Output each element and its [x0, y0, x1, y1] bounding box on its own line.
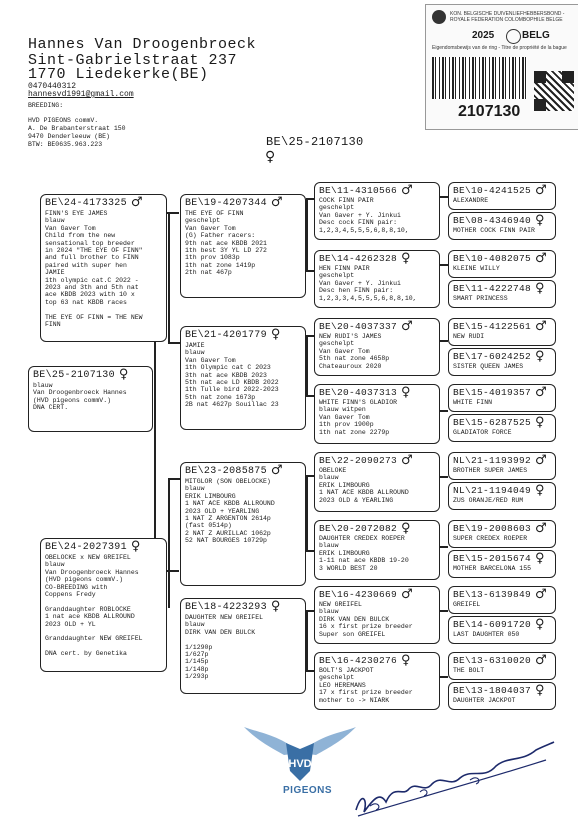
female-symbol: ♀ [535, 617, 545, 632]
female-symbol: ♀ [401, 653, 411, 668]
gen3-card-3[interactable] [314, 318, 440, 376]
country-seal-icon [506, 29, 521, 44]
gen4-card[interactable] [448, 520, 556, 548]
sticker-year: 2025 [472, 30, 495, 41]
barcode-icon [432, 57, 527, 99]
gen4-ring: BE\08-4346940 [453, 215, 532, 226]
signature [350, 740, 560, 820]
gen4-ring: NL\21-1194049 [453, 485, 532, 496]
mother-details: OBELOCKE x NEW GREIFEL blauw Van Droogenbroeck Hannes (HVD pigeons commV.) CO-BREEDING with Coppens Fredy Granddaughter ROBLOCKE 1 nat ace KBDB ALLROUND 2023 OLD + YL Granddaughter NEW GREIFEL DNA cert. by Genetika [45, 554, 143, 658]
female-symbol: ♀ [265, 149, 276, 165]
breeding-label: BREEDING: [28, 102, 64, 109]
owner-email[interactable]: hannesvd1991@gmail.com [28, 90, 134, 99]
gen3-ring: BE\16-4230669 [319, 589, 398, 600]
male-symbol: ♂ [535, 319, 547, 334]
connector-line [440, 340, 448, 342]
connector-line [440, 410, 448, 412]
sticker-ownership-text: Eigendomsbewijs van de ring - Titre de propriété de la bague [432, 45, 567, 51]
male-symbol: ♂ [535, 653, 547, 668]
connector-line [306, 670, 314, 672]
gen3-card-2[interactable] [314, 250, 440, 308]
connector-line [306, 610, 314, 612]
gen3-ring: BE\20-2072082 [319, 523, 398, 534]
connector-line [306, 270, 314, 272]
gen4-ring: BE\17-6024252 [453, 351, 532, 362]
gen4-card[interactable] [448, 280, 556, 308]
gen3-ring: BE\20-4037313 [319, 387, 398, 398]
male-symbol: ♂ [535, 251, 547, 266]
gen4-card[interactable] [448, 586, 556, 614]
subject-ring: BE\25-2107130 [33, 370, 115, 381]
gen3-details: DAUGHTER CREDEX ROEPER blauw ERIK LIMBOURG 1-11 nat ace KBDB 19-20 3 WORLD BEST 20 [319, 535, 409, 572]
gen3-ring: BE\20-4037337 [319, 321, 398, 332]
gen4-ring: BE\10-4241525 [453, 185, 532, 196]
gen4-name: LAST DAUGHTER 050 [453, 631, 520, 638]
sire-sire-card[interactable] [180, 194, 306, 298]
gen3-ring: BE\16-4230276 [319, 655, 398, 666]
gen4-ring: BE\13-6139849 [453, 589, 532, 600]
gen4-name: WHITE FINN [453, 399, 493, 406]
gen4-ring: BE\13-1804037 [453, 685, 532, 696]
female-symbol: ♀ [535, 349, 545, 364]
female-symbol: ♀ [130, 539, 141, 554]
connector-line [168, 478, 170, 608]
connector-line [306, 475, 308, 550]
female-symbol: ♀ [535, 415, 545, 430]
gen3-details: COCK FINN PAIR geschelpt Van Gaver + Y. Jinkui Desc cock FINN pair: 1,2,3,4,5,5,5,6,8,8,10, [319, 197, 409, 234]
subject-details: blauw Van Droogenbroeck Hannes (HVD pigeons commV.) DNA CERT. [33, 382, 127, 412]
sire-sire-details: THE EYE OF FINN geschelpt Van Gaver Tom (G) Father racers: 9th nat ace KBDB 2021 1th best 3Y YL LD 272 1th prov 1083p 1th nat zone 1419p 2th nat 467p [185, 210, 267, 277]
owner-street: Sint-Gabrielstraat 237 [28, 52, 238, 69]
sire-sire-ring: BE\19-4207344 [185, 198, 267, 209]
sticker-ring-number: 2107130 [458, 103, 521, 120]
gen4-name: GREIFEL [453, 601, 481, 608]
male-symbol: ♂ [401, 183, 413, 198]
connector-line [306, 198, 314, 200]
gen4-card[interactable] [448, 182, 556, 210]
pedigree-ring-number: BE\25-2107130 [266, 135, 364, 149]
connector-line [440, 264, 448, 266]
female-symbol: ♀ [401, 521, 411, 536]
gen3-card-5[interactable] [314, 452, 440, 512]
connector-line [306, 475, 314, 477]
gen4-ring: BE\15-4122561 [453, 321, 532, 332]
gen4-card[interactable] [448, 452, 556, 480]
male-symbol: ♂ [535, 385, 547, 400]
logo-word: PIGEONS [283, 785, 333, 796]
company-line-3: 9470 Denderleeuw (BE) [28, 133, 110, 140]
dam-dam-card[interactable] [180, 598, 306, 694]
owner-city: 1770 Liedekerke(BE) [28, 66, 209, 83]
connector-line [306, 335, 308, 395]
male-symbol: ♂ [535, 183, 547, 198]
gen4-card[interactable] [448, 250, 556, 278]
gen3-details: BOLT'S JACKPOT geschelpt LEO HEREMANS 17 x first prize breeder mother to -> NIARK [319, 667, 413, 704]
connector-line [168, 342, 180, 344]
sticker-header: KON. BELGISCHE DUIVENLIEFHEBBERSBOND - ROYALE FEDERATION COLOMBOPHILE BELGE [450, 11, 565, 23]
father-details: FINN'S EYE JAMES blauw Van Gaver Tom Child from the new sensational top breeder in 2024 "THE EYE OF FINN" and full brother to FINN paired with super hen JAMIE 1th olympic cat.C 2022 - 2023 and 3th and 5th nat ace KBDB 2023 with 10 x top 63 nat KBDB races THE EYE OF FINN = THE NEW FINN [45, 210, 143, 329]
owner-phone: 0470440312 [28, 82, 77, 91]
male-symbol: ♂ [401, 453, 413, 468]
male-symbol: ♂ [535, 587, 547, 602]
gen3-card-6[interactable] [314, 520, 440, 580]
sire-dam-details: JAMIE blauw Van Gaver Tom 1th Olympic cat C 2023 3th nat ace KBDB 2023 5th nat ace LD KBDB 2022 1th Tulle bird 2022-2023 5th nat zone 1673p 2B nat 4627p Souillac 23 [185, 342, 279, 409]
gen3-details: NEW RUDI'S JAMES geschelpt Van Gaver Tom 5th nat zone 4658p Chateauroux 2020 [319, 333, 390, 370]
connector-line [440, 610, 448, 612]
owner-name: Hannes Van Droogenbroeck [28, 36, 257, 53]
female-symbol: ♀ [118, 367, 129, 382]
gen4-ring: BE\11-4222748 [453, 283, 532, 294]
gen4-card[interactable] [448, 550, 556, 578]
gen4-ring: BE\15-4019357 [453, 387, 532, 398]
gen4-ring: BE\15-2015674 [453, 553, 532, 564]
dam-sire-ring: BE\23-2085875 [185, 466, 267, 477]
gen4-name: MOTHER BARCELONA 155 [453, 565, 532, 572]
gen4-name: BROTHER SUPER JAMES [453, 467, 528, 474]
gen3-ring: BE\22-2090273 [319, 455, 398, 466]
father-ring: BE\24-4173325 [45, 198, 127, 209]
sire-dam-ring: BE\21-4201779 [185, 330, 267, 341]
mother-card[interactable] [40, 538, 167, 672]
gen3-details: OBELOKE blauw ERIK LIMBOURG 1 NAT ACE KBDB ALLROUND 2023 OLD & YEARLING [319, 467, 409, 504]
gen4-name: SMART PRINCESS [453, 295, 508, 302]
male-symbol: ♂ [270, 463, 283, 478]
gen4-card[interactable] [448, 414, 556, 442]
gen4-name: DAUGHTER JACKPOT [453, 697, 516, 704]
connector-line [306, 198, 308, 270]
gen4-name: KLEINE WILLY [453, 265, 500, 272]
connector-line [168, 212, 170, 342]
sticker-country: BELG [522, 30, 550, 41]
gen3-details: HEN FINN PAIR geschelpt Van Gaver + Y. Jinkui Desc hen FINN pair: 1,2,3,3,4,5,5,5,6,8,8,10, [319, 265, 417, 302]
gen4-name: NEW RUDI [453, 333, 485, 340]
gen3-ring: BE\11-4310566 [319, 185, 398, 196]
dam-dam-details: DAUGHTER NEW GREIFEL blauw DIRK VAN DEN BULCK 1/1290p 1/627p 1/145p 1/148p 1/293p [185, 614, 264, 681]
gen4-name: SISTER QUEEN JAMES [453, 363, 524, 370]
dam-dam-ring: BE\18-4223293 [185, 602, 267, 613]
female-symbol: ♀ [401, 385, 411, 400]
gen3-ring: BE\14-4262328 [319, 253, 398, 264]
gen4-card[interactable] [448, 384, 556, 412]
male-symbol: ♂ [401, 587, 413, 602]
gen4-card[interactable] [448, 318, 556, 346]
male-symbol: ♂ [535, 453, 547, 468]
gen3-details: WHITE FINN'S GLADIOR blauw witpen Van Gaver Tom 1th prov 1900p 1th nat zone 2279p [319, 399, 398, 436]
gen4-ring: NL\21-1193992 [453, 455, 532, 466]
subject-card[interactable] [28, 366, 153, 432]
female-symbol: ♀ [270, 599, 281, 614]
male-symbol: ♂ [401, 319, 413, 334]
gen4-card[interactable] [448, 652, 556, 680]
company-line-4: BTW: BE0635.963.223 [28, 141, 103, 148]
male-symbol: ♂ [270, 195, 283, 210]
gen4-ring: BE\15-6287525 [453, 417, 532, 428]
gen4-name: GLADIATOR FORCE [453, 429, 512, 436]
gen4-card[interactable] [448, 482, 556, 510]
gen4-name: THE BOLT [453, 667, 485, 674]
connector-line [306, 550, 314, 552]
company-line-2: A. De Brabanterstraat 150 [28, 125, 126, 132]
connector-line [306, 335, 314, 337]
female-symbol: ♀ [270, 327, 281, 342]
company-line-1: HVD PIGEONS commV. [28, 117, 99, 124]
connector-line [440, 196, 448, 198]
female-symbol: ♀ [535, 683, 545, 698]
gen4-ring: BE\14-6091720 [453, 619, 532, 630]
gen4-card[interactable] [448, 212, 556, 240]
gen3-card-4[interactable] [314, 384, 440, 444]
logo-letters: HVD [288, 758, 312, 770]
sire-dam-card[interactable] [180, 326, 306, 430]
male-symbol: ♂ [130, 195, 143, 210]
gen3-card-1[interactable] [314, 182, 440, 240]
qr-code-icon [534, 71, 574, 111]
gen4-ring: BE\10-4082075 [453, 253, 532, 264]
gen4-card[interactable] [448, 348, 556, 376]
father-card[interactable] [40, 194, 167, 342]
female-symbol: ♀ [535, 281, 545, 296]
federation-logo-icon [432, 10, 446, 24]
gen3-card-8[interactable] [314, 652, 440, 710]
gen4-name: MOTHER COCK FINN PAIR [453, 227, 535, 234]
gen3-card-7[interactable] [314, 586, 440, 644]
female-symbol: ♀ [535, 213, 545, 228]
hvd-pigeons-logo [240, 715, 360, 795]
connector-line [306, 610, 308, 670]
connector-line [306, 395, 314, 397]
mother-ring: BE\24-2027391 [45, 542, 127, 553]
dam-sire-details: MITGLOR (SON OBELOCKE) blauw ERIK LIMBOURG 1 NAT ACE KBDB ALLROUND 2023 OLD + YEARLING 1 NAT Z ARGENTON 2614p (fast 0514p) 2 NAT Z AURILLAC 1062p 52 NAT BOURGES 10729p [185, 478, 275, 545]
gen4-ring: BE\19-2008603 [453, 523, 532, 534]
female-symbol: ♀ [535, 551, 545, 566]
gen3-details: NEW GREIFEL blauw DIRK VAN DEN BULCK 16 x first prize breeder Super son GREIFEL [319, 601, 413, 638]
connector-line [440, 546, 448, 548]
gen4-name: ALEXANDRE [453, 197, 489, 204]
male-symbol: ♂ [535, 521, 547, 536]
gen4-card[interactable] [448, 616, 556, 644]
dam-sire-card[interactable] [180, 462, 306, 586]
connector-line [440, 676, 448, 678]
female-symbol: ♀ [401, 251, 411, 266]
connector-line [440, 476, 448, 478]
gen4-card[interactable] [448, 682, 556, 710]
connector-line [168, 478, 180, 480]
gen4-name: ZUS ORANJE/RED RUM [453, 497, 524, 504]
gen4-ring: BE\13-6310020 [453, 655, 532, 666]
gen4-name: SUPER CREDEX ROEPER [453, 535, 528, 542]
ring-ownership-sticker [425, 4, 578, 130]
female-symbol: ♀ [535, 483, 545, 498]
